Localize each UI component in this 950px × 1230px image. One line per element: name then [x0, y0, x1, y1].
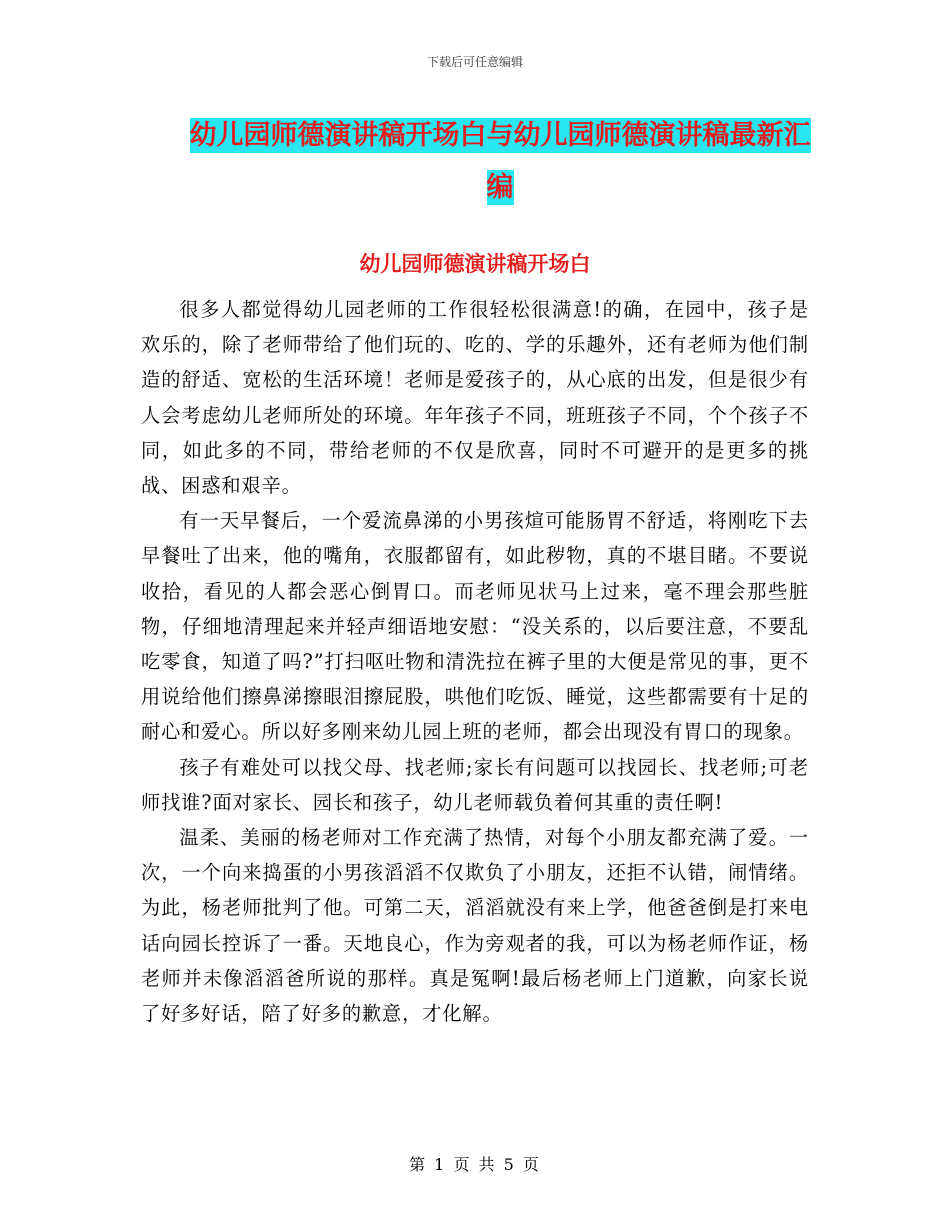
paragraph: 很多人都觉得幼儿园老师的工作很轻松很满意!的确，在园中，孩子是欢乐的，除了老师带给了他们玩的、吃的、学的乐趣外，还有老师为他们制造的舒适、宽松的生活环境！老师是爱孩子的，从心底的出发，但是很少有人会考虑幼儿老师所处的环境。年年孩子不同，班班孩子不同，个个孩子不同，如此多的不同，带给老师的不仅是欣喜，同时不可避开的是更多的挑战、困惑和艰辛。 [141, 298, 809, 498]
document-title-text: 幼儿园师德演讲稿开场白与幼儿园师德演讲稿最新汇编 [189, 120, 811, 203]
paragraph: 孩子有难处可以找父母、找老师;家长有问题可以找园长、找老师;可老师找谁?面对家长、园长和孩子，幼儿老师载负着何其重的责任啊! [141, 755, 809, 814]
page-footer: 第 1 页 共 5 页 [409, 1155, 541, 1174]
header-note: 下载后可任意编辑 [426, 55, 523, 69]
paragraph: 有一天早餐后，一个爱流鼻涕的小男孩煊可能肠胃不舒适，将刚吃下去早餐吐了出来，他的嘴角，衣服都留有，如此秽物，真的不堪目睹。不要说收拾，看见的人都会恶心倒胃口。而老师见状马上过来，毫不理会那些脏物，仔细地清理起来并轻声细语地安慰：“没关系的，以后要注意，不要乱吃零食，知道了吗?”打扫呕吐物和清洗拉在裤子里的大便是常见的事，更不用说给他们擦鼻涕擦眼泪擦屁股，哄他们吃饭、睡觉，这些都需要有十足的耐心和爱心。所以好多刚来幼儿园上班的老师，都会出现没有胃口的现象。 [141, 509, 809, 744]
document-title [180, 110, 820, 214]
paragraph: 温柔、美丽的杨老师对工作充满了热情，对每个小朋友都充满了爱。一次，一个向来捣蛋的小男孩滔滔不仅欺负了小朋友，还拒不认错，闹情绪。为此，杨老师批判了他。可第二天，滔滔就没有来上学，他爸爸倒是打来电话向园长控诉了一番。天地良心，作为旁观者的我，可以为杨老师作证，杨老师并未像滔滔爸所说的那样。真是冤啊!最后杨老师上门道歉，向家长说了好多好话，陪了好多的歉意，才化解。 [141, 826, 809, 1026]
body-text [141, 292, 809, 1031]
section-title: 幼儿园师德演讲稿开场白 [359, 252, 591, 276]
